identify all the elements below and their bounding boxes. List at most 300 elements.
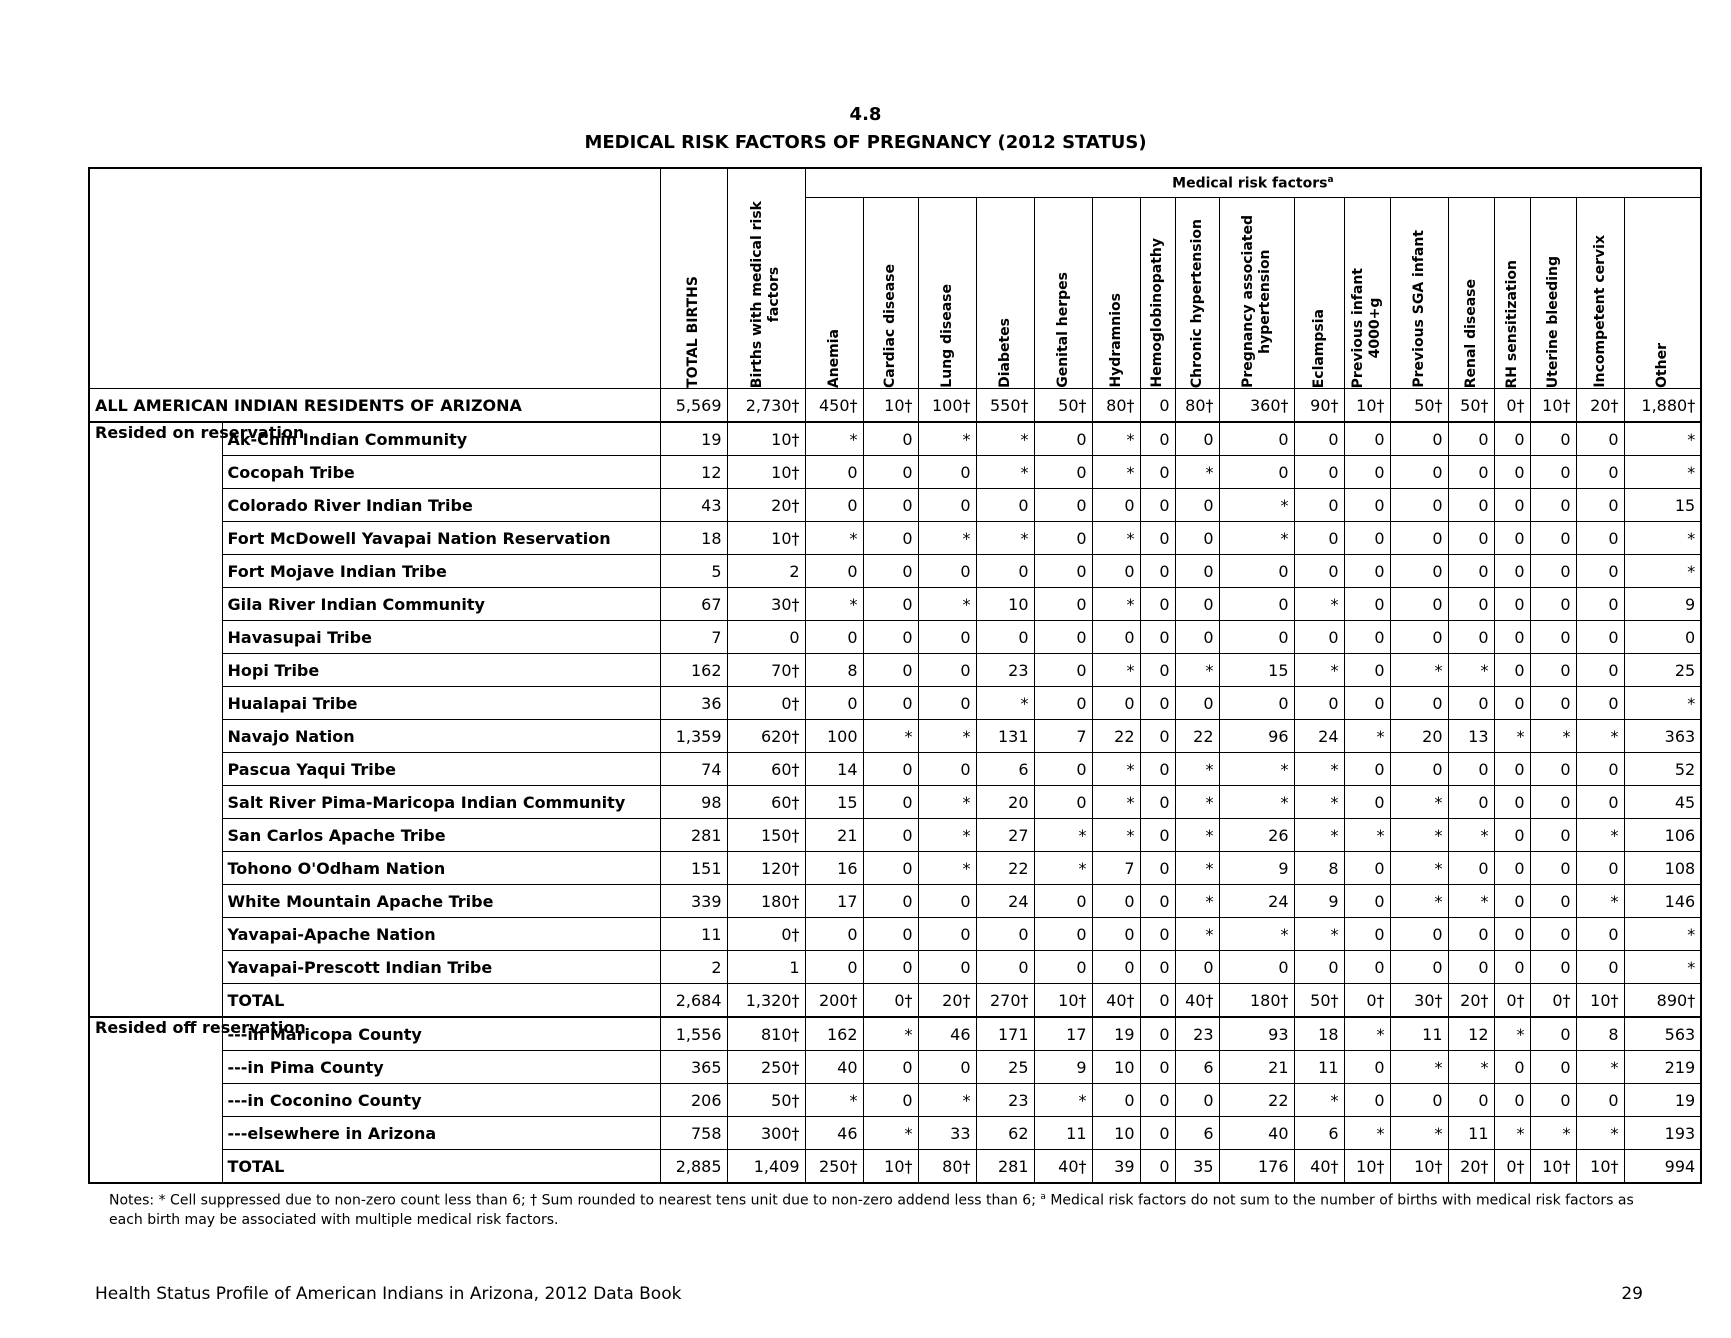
table-cell: 0 xyxy=(863,621,918,654)
table-cell: * xyxy=(1175,786,1219,819)
table-cell: 20† xyxy=(918,984,976,1018)
table-cell: 150† xyxy=(727,819,805,852)
table-cell: 11 xyxy=(660,918,727,951)
table-cell: * xyxy=(1175,654,1219,687)
table-cell: * xyxy=(1344,1017,1390,1051)
table-cell: 9 xyxy=(1624,588,1701,621)
table-cell: 0 xyxy=(1494,555,1530,588)
table-cell: 40 xyxy=(805,1051,863,1084)
table-cell: * xyxy=(1576,1051,1624,1084)
table-cell: 0 xyxy=(805,918,863,951)
table-cell: 0 xyxy=(976,951,1034,984)
table-cell: 0 xyxy=(1092,918,1140,951)
table-cell: * xyxy=(1092,456,1140,489)
table-cell: 0 xyxy=(976,621,1034,654)
table-cell: 0 xyxy=(863,489,918,522)
table-row xyxy=(89,555,1701,588)
table-row xyxy=(89,720,1701,753)
table-cell: * xyxy=(1092,422,1140,456)
table-cell: 180† xyxy=(1219,984,1294,1018)
table-cell: 93 xyxy=(1219,1017,1294,1051)
table-cell: 40† xyxy=(1175,984,1219,1018)
table-cell: 0† xyxy=(727,918,805,951)
table-cell: 0 xyxy=(918,951,976,984)
table-cell: 146 xyxy=(1624,885,1701,918)
table-cell: 10† xyxy=(1576,984,1624,1018)
table-row xyxy=(89,621,1701,654)
table-cell: 0 xyxy=(1092,621,1140,654)
table-cell: 15 xyxy=(1624,489,1701,522)
table-cell: 0 xyxy=(1034,555,1092,588)
table-cell: 6 xyxy=(976,753,1034,786)
table-cell: 0 xyxy=(1494,687,1530,720)
table-cell: 0 xyxy=(1219,588,1294,621)
table-cell: 250† xyxy=(805,1150,863,1184)
table-cell: 23 xyxy=(1175,1017,1219,1051)
table-cell: 11 xyxy=(1448,1117,1494,1150)
table-cell: 0 xyxy=(1344,852,1390,885)
table-cell: 25 xyxy=(976,1051,1034,1084)
table-cell: 45 xyxy=(1624,786,1701,819)
row-label: San Carlos Apache Tribe xyxy=(222,819,660,852)
table-cell: * xyxy=(918,1084,976,1117)
table-cell: 22 xyxy=(976,852,1034,885)
table-cell: 0 xyxy=(1576,422,1624,456)
table-cell: 0 xyxy=(1034,456,1092,489)
table-cell: * xyxy=(1034,1084,1092,1117)
table-cell: 0 xyxy=(1140,621,1175,654)
table-cell: 0 xyxy=(1494,885,1530,918)
table-cell: * xyxy=(1390,819,1448,852)
table-row xyxy=(89,852,1701,885)
table-cell: 33 xyxy=(918,1117,976,1150)
table-cell: 171 xyxy=(976,1017,1034,1051)
footer-title: Health Status Profile of American Indians in Arizona, 2012 Data Book xyxy=(95,1284,682,1304)
table-cell: 0 xyxy=(1344,555,1390,588)
table-cell: 0† xyxy=(863,984,918,1018)
table-cell: 9 xyxy=(1294,885,1344,918)
table-cell: 0 xyxy=(1344,654,1390,687)
table-cell: 0 xyxy=(1140,687,1175,720)
medical-risk-table xyxy=(88,167,1702,1184)
table-cell: 0 xyxy=(1140,951,1175,984)
table-cell: 21 xyxy=(805,819,863,852)
table-cell: 0 xyxy=(1034,753,1092,786)
table-cell: * xyxy=(863,1117,918,1150)
table-cell: * xyxy=(1390,1117,1448,1150)
table-cell: 0 xyxy=(1390,621,1448,654)
table-cell: 98 xyxy=(660,786,727,819)
table-cell: 0 xyxy=(1530,555,1576,588)
table-cell: 0 xyxy=(1390,687,1448,720)
table-cell: 0 xyxy=(1034,786,1092,819)
table-cell: 0 xyxy=(1530,1084,1576,1117)
table-cell: 62 xyxy=(976,1117,1034,1150)
table-cell: * xyxy=(1390,885,1448,918)
table-cell: * xyxy=(1092,753,1140,786)
table-cell: 0 xyxy=(1494,456,1530,489)
table-cell: 40 xyxy=(1219,1117,1294,1150)
table-cell: 193 xyxy=(1624,1117,1701,1150)
table-cell: 0 xyxy=(727,621,805,654)
table-cell: 11 xyxy=(1390,1017,1448,1051)
table-cell: 0 xyxy=(1140,489,1175,522)
table-cell: 0 xyxy=(1175,489,1219,522)
table-cell: 0 xyxy=(1530,456,1576,489)
table-cell: 16 xyxy=(805,852,863,885)
table-cell: 339 xyxy=(660,885,727,918)
table-cell: 96 xyxy=(1219,720,1294,753)
table-cell: 810† xyxy=(727,1017,805,1051)
table-cell: 0 xyxy=(1034,621,1092,654)
table-cell: * xyxy=(1624,522,1701,555)
col-header: Cardiac disease xyxy=(863,198,918,389)
table-cell: 450† xyxy=(805,389,863,423)
table-cell: 0 xyxy=(863,852,918,885)
row-label: TOTAL xyxy=(222,984,660,1018)
table-cell: 0 xyxy=(1494,621,1530,654)
table-cell: 39 xyxy=(1092,1150,1140,1184)
table-cell: 10 xyxy=(976,588,1034,621)
table-cell: 0 xyxy=(1530,786,1576,819)
table-cell: 0 xyxy=(1576,918,1624,951)
table-cell: 52 xyxy=(1624,753,1701,786)
table-row-all-residents xyxy=(89,389,1701,423)
table-cell: 0 xyxy=(1034,687,1092,720)
table-cell: 6 xyxy=(1294,1117,1344,1150)
table-cell: 0 xyxy=(863,918,918,951)
table-cell: * xyxy=(1034,852,1092,885)
table-cell: 120† xyxy=(727,852,805,885)
table-cell: 15 xyxy=(805,786,863,819)
table-cell: 0 xyxy=(805,621,863,654)
table-cell: * xyxy=(1219,522,1294,555)
table-cell: 563 xyxy=(1624,1017,1701,1051)
table-cell: 0 xyxy=(1092,555,1140,588)
table-row xyxy=(89,522,1701,555)
table-row xyxy=(89,422,1701,456)
table-cell: 0 xyxy=(1175,1084,1219,1117)
col-header: Pregnancy associated hypertension xyxy=(1219,198,1294,389)
table-row xyxy=(89,819,1701,852)
table-cell: * xyxy=(1448,819,1494,852)
table-cell: 162 xyxy=(805,1017,863,1051)
table-cell: 0 xyxy=(1530,819,1576,852)
table-cell: 46 xyxy=(805,1117,863,1150)
row-label: Yavapai-Apache Nation xyxy=(222,918,660,951)
table-cell: 6 xyxy=(1175,1051,1219,1084)
table-cell: 0 xyxy=(1576,753,1624,786)
col-header: Eclampsia xyxy=(1294,198,1344,389)
table-cell: * xyxy=(918,422,976,456)
table-cell: * xyxy=(1624,951,1701,984)
table-cell: 0 xyxy=(1448,588,1494,621)
table-cell: 10† xyxy=(727,456,805,489)
table-cell: 9 xyxy=(1034,1051,1092,1084)
table-cell: 12 xyxy=(660,456,727,489)
table-body xyxy=(89,389,1701,1184)
table-cell: * xyxy=(1624,422,1701,456)
table-cell: 10† xyxy=(1390,1150,1448,1184)
table-cell: 0 xyxy=(1494,819,1530,852)
table-cell: 0 xyxy=(1576,588,1624,621)
table-cell: * xyxy=(805,1084,863,1117)
table-row xyxy=(89,951,1701,984)
table-cell: * xyxy=(1294,654,1344,687)
row-label: ---in Pima County xyxy=(222,1051,660,1084)
table-cell: 0 xyxy=(1140,984,1175,1018)
table-cell: * xyxy=(1092,819,1140,852)
table-cell: 0 xyxy=(1390,456,1448,489)
table-cell: 0 xyxy=(918,885,976,918)
table-cell: 0 xyxy=(1344,621,1390,654)
table-cell: 0 xyxy=(918,456,976,489)
table-cell: 2 xyxy=(727,555,805,588)
table-cell: 10† xyxy=(1576,1150,1624,1184)
table-cell: 0 xyxy=(1175,951,1219,984)
table-cell: 0 xyxy=(1390,422,1448,456)
table-cell: 12 xyxy=(1448,1017,1494,1051)
table-row xyxy=(89,1084,1701,1117)
table-cell: 0 xyxy=(1530,753,1576,786)
table-cell: * xyxy=(1294,819,1344,852)
table-cell: 20† xyxy=(1448,1150,1494,1184)
table-cell: 0 xyxy=(976,489,1034,522)
table-cell: 30† xyxy=(727,588,805,621)
col-header: Previous SGA infant xyxy=(1390,198,1448,389)
table-cell: 20 xyxy=(976,786,1034,819)
table-cell: 20 xyxy=(1390,720,1448,753)
table-cell: 0 xyxy=(1530,1017,1576,1051)
table-cell: * xyxy=(1294,588,1344,621)
table-row xyxy=(89,456,1701,489)
table-cell: 0 xyxy=(1530,621,1576,654)
table-cell: 0 xyxy=(1140,918,1175,951)
table-cell: 1,359 xyxy=(660,720,727,753)
table-cell: 219 xyxy=(1624,1051,1701,1084)
table-cell: 0 xyxy=(1219,456,1294,489)
table-cell: * xyxy=(1576,1117,1624,1150)
table-number: 4.8 xyxy=(849,104,882,125)
table-cell: 0 xyxy=(1576,654,1624,687)
table-cell: 1,320† xyxy=(727,984,805,1018)
table-cell: 24 xyxy=(1219,885,1294,918)
table-cell: 0 xyxy=(1390,1084,1448,1117)
table-cell: 0 xyxy=(1390,951,1448,984)
table-cell: 70† xyxy=(727,654,805,687)
table-cell: 270† xyxy=(976,984,1034,1018)
table-cell: * xyxy=(805,422,863,456)
row-label: Havasupai Tribe xyxy=(222,621,660,654)
table-row xyxy=(89,753,1701,786)
table-title: MEDICAL RISK FACTORS OF PREGNANCY (2012 STATUS) xyxy=(584,132,1147,153)
table-cell: 0 xyxy=(1344,522,1390,555)
table-cell: 0 xyxy=(1530,489,1576,522)
row-label: Hopi Tribe xyxy=(222,654,660,687)
table-cell: 90† xyxy=(1294,389,1344,423)
table-cell: 620† xyxy=(727,720,805,753)
table-cell: 250† xyxy=(727,1051,805,1084)
table-cell: 0 xyxy=(1092,951,1140,984)
table-cell: 0 xyxy=(1448,555,1494,588)
table-cell: 0 xyxy=(1140,753,1175,786)
table-cell: 0 xyxy=(1344,489,1390,522)
table-cell: * xyxy=(1175,885,1219,918)
table-cell: * xyxy=(1219,753,1294,786)
row-label: TOTAL xyxy=(222,1150,660,1184)
table-cell: 0 xyxy=(1219,621,1294,654)
table-cell: 0 xyxy=(1530,1051,1576,1084)
table-cell: * xyxy=(863,720,918,753)
table-cell: 0 xyxy=(1576,489,1624,522)
table-cell: 15 xyxy=(1219,654,1294,687)
table-cell: * xyxy=(1219,786,1294,819)
table-cell: * xyxy=(976,456,1034,489)
table-cell: 0 xyxy=(1576,687,1624,720)
table-cell: 0 xyxy=(1140,786,1175,819)
table-cell: * xyxy=(1576,885,1624,918)
table-cell: 0 xyxy=(1576,852,1624,885)
table-cell: * xyxy=(1219,918,1294,951)
table-cell: 0 xyxy=(1530,654,1576,687)
table-cell: * xyxy=(1175,819,1219,852)
table-cell: * xyxy=(976,522,1034,555)
table-row xyxy=(89,654,1701,687)
table-cell: 74 xyxy=(660,753,727,786)
table-cell: 0 xyxy=(1140,1150,1175,1184)
table-cell: 0 xyxy=(805,489,863,522)
table-cell: 0 xyxy=(1140,422,1175,456)
row-label: White Mountain Apache Tribe xyxy=(222,885,660,918)
table-cell: 0 xyxy=(1140,720,1175,753)
table-row xyxy=(89,984,1701,1018)
table-cell: 0 xyxy=(1494,786,1530,819)
table-cell: 0 xyxy=(1624,621,1701,654)
table-cell: 0 xyxy=(918,654,976,687)
table-cell: 0† xyxy=(1494,389,1530,423)
table-cell: 890† xyxy=(1624,984,1701,1018)
table-cell: 0 xyxy=(1494,1084,1530,1117)
table-cell: 0 xyxy=(1294,555,1344,588)
table-row xyxy=(89,489,1701,522)
table-cell: 0 xyxy=(1092,489,1140,522)
table-cell: 0 xyxy=(1140,1017,1175,1051)
table-cell: 0 xyxy=(1530,522,1576,555)
table-cell: 0 xyxy=(1448,489,1494,522)
table-cell: 23 xyxy=(976,654,1034,687)
col-header: Previous infant 4000+g xyxy=(1344,198,1390,389)
table-cell: 6 xyxy=(1175,1117,1219,1150)
table-cell: 40† xyxy=(1294,1150,1344,1184)
table-cell: 22 xyxy=(1175,720,1219,753)
col-header: Incompetent cervix xyxy=(1576,198,1624,389)
table-cell: * xyxy=(1175,852,1219,885)
table-cell: 0 xyxy=(863,1084,918,1117)
table-cell: 0 xyxy=(863,456,918,489)
row-label: Gila River Indian Community xyxy=(222,588,660,621)
table-cell: 0 xyxy=(1576,1084,1624,1117)
table-cell: 0 xyxy=(1494,422,1530,456)
table-cell: 40† xyxy=(1092,984,1140,1018)
table-cell: 10† xyxy=(863,389,918,423)
table-cell: 0 xyxy=(805,555,863,588)
table-cell: 17 xyxy=(1034,1017,1092,1051)
table-cell: 0 xyxy=(1344,918,1390,951)
row-label: Hualapai Tribe xyxy=(222,687,660,720)
table-row xyxy=(89,1117,1701,1150)
table-cell: 10† xyxy=(863,1150,918,1184)
table-cell: 1 xyxy=(727,951,805,984)
table-cell: 0 xyxy=(918,555,976,588)
table-cell: 0 xyxy=(1530,885,1576,918)
table-cell: 24 xyxy=(1294,720,1344,753)
table-cell: 0 xyxy=(1034,489,1092,522)
table-cell: * xyxy=(1092,786,1140,819)
table-cell: 21 xyxy=(1219,1051,1294,1084)
table-cell: 43 xyxy=(660,489,727,522)
table-cell: 10† xyxy=(1344,389,1390,423)
row-label: ---in Coconino County xyxy=(222,1084,660,1117)
table-cell: 0 xyxy=(1344,951,1390,984)
table-cell: 60† xyxy=(727,786,805,819)
table-cell: * xyxy=(1390,654,1448,687)
table-cell: 0 xyxy=(863,422,918,456)
table-cell: 10† xyxy=(727,522,805,555)
table-cell: 20† xyxy=(1576,389,1624,423)
table-cell: 0 xyxy=(1034,522,1092,555)
table-cell: 10 xyxy=(1092,1117,1140,1150)
table-cell: * xyxy=(1294,786,1344,819)
table-cell: 0 xyxy=(1140,522,1175,555)
table-cell: 2,885 xyxy=(660,1150,727,1184)
table-row xyxy=(89,687,1701,720)
table-cell: 0 xyxy=(1530,918,1576,951)
table-cell: 0 xyxy=(1219,555,1294,588)
table-cell: 0 xyxy=(1344,687,1390,720)
table-row xyxy=(89,1051,1701,1084)
table-cell: 20† xyxy=(727,489,805,522)
table-cell: 0 xyxy=(1140,852,1175,885)
table-cell: 363 xyxy=(1624,720,1701,753)
table-cell: 0 xyxy=(1034,885,1092,918)
table-row xyxy=(89,885,1701,918)
table-cell: * xyxy=(1219,489,1294,522)
table-cell: * xyxy=(976,687,1034,720)
table-cell: 0 xyxy=(1294,456,1344,489)
table-cell: 0 xyxy=(1390,753,1448,786)
table-cell: 0 xyxy=(1140,555,1175,588)
table-cell: 0 xyxy=(1294,621,1344,654)
table-cell: 0 xyxy=(1092,1084,1140,1117)
table-cell: 0 xyxy=(1034,588,1092,621)
table-cell: 0 xyxy=(1294,951,1344,984)
table-cell: 0 xyxy=(918,489,976,522)
table-cell: 0 xyxy=(976,555,1034,588)
table-cell: 10† xyxy=(1530,1150,1576,1184)
medical-risk-factors-group-header: Medical risk factors$^a$ xyxy=(805,168,1701,198)
table-cell: * xyxy=(1294,918,1344,951)
table-cell: 11 xyxy=(1294,1051,1344,1084)
table-cell: 25 xyxy=(1624,654,1701,687)
table-cell: 0 xyxy=(1140,456,1175,489)
table-cell: 8 xyxy=(1294,852,1344,885)
table-cell: * xyxy=(1294,1084,1344,1117)
col-header: Births with medical risk factors xyxy=(727,168,805,389)
col-header: Hydramnios xyxy=(1092,198,1140,389)
table-cell: * xyxy=(805,588,863,621)
table-cell: * xyxy=(918,522,976,555)
table-cell: 0 xyxy=(1390,489,1448,522)
